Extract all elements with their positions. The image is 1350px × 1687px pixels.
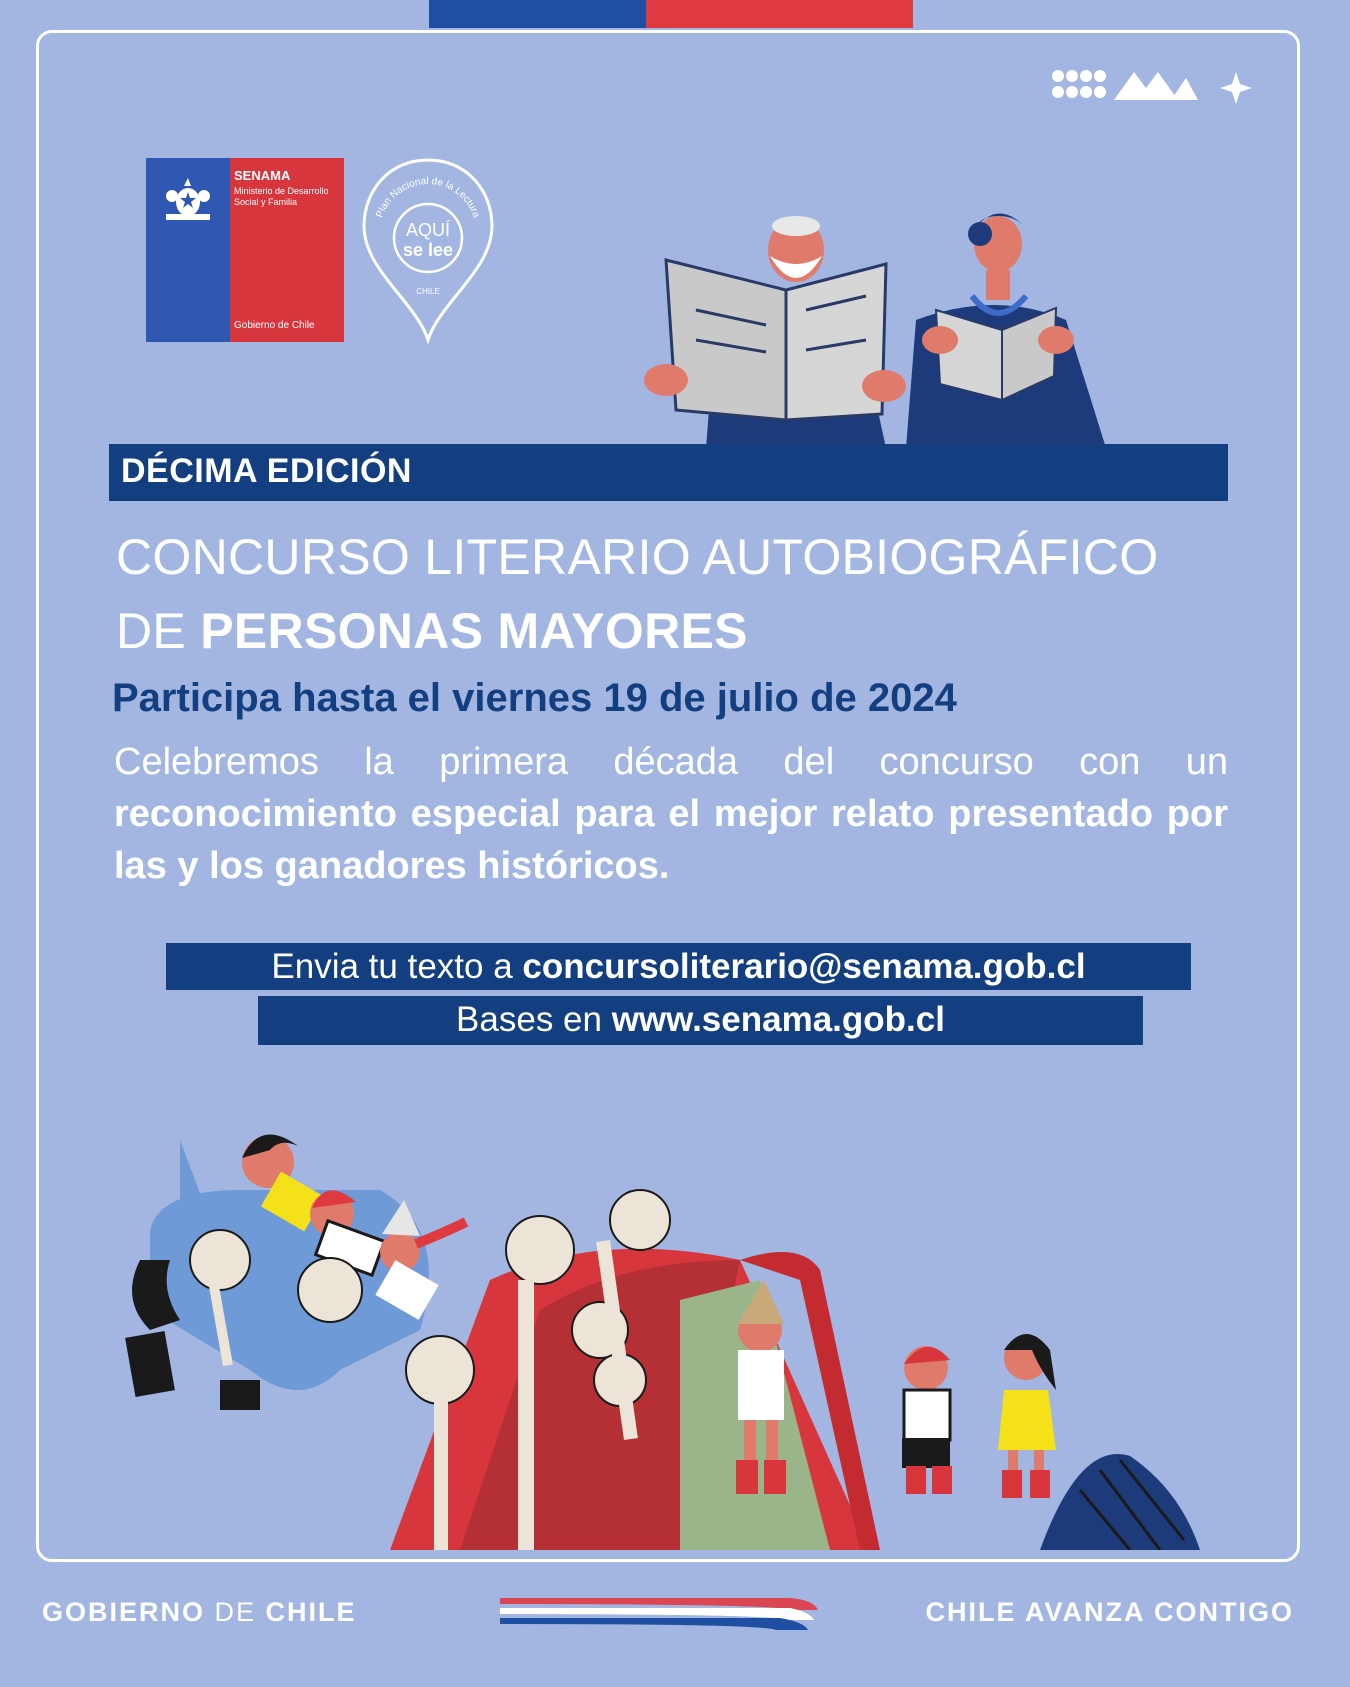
chile-coat-of-arms-icon bbox=[160, 174, 216, 224]
top-stripe-blue bbox=[429, 0, 646, 28]
deadline-text: Participa hasta el viernes 19 de julio de 2024 bbox=[112, 676, 957, 720]
svg-text:Plan Nacional de la Lectura bbox=[374, 176, 481, 220]
aqui-country: CHILE bbox=[416, 287, 440, 296]
email-link[interactable]: concursoliterario@senama.gob.cl bbox=[522, 947, 1086, 986]
aqui-arc-text: Plan Nacional de la Lectura bbox=[374, 175, 482, 220]
body-regular: Celebremos la primera década del concurso con un bbox=[114, 741, 1228, 783]
brand-mark-icon bbox=[1046, 64, 1266, 108]
edition-banner bbox=[109, 444, 1228, 501]
title-line2-prefix: DE bbox=[116, 603, 201, 659]
web-link[interactable]: www.senama.gob.cl bbox=[611, 1000, 945, 1039]
edition-label: DÉCIMA EDICIÓN bbox=[121, 452, 412, 490]
aqui-line2: se lee bbox=[402, 240, 454, 260]
children-reading-illustration bbox=[120, 1110, 1220, 1550]
senama-name: SENAMA bbox=[234, 168, 291, 183]
body-paragraph bbox=[114, 736, 1228, 892]
footer-chile: CHILE bbox=[265, 1597, 357, 1627]
title-line1: CONCURSO LITERARIO AUTOBIOGRÁFICO bbox=[116, 529, 1159, 585]
elderly-readers-illustration bbox=[636, 200, 1176, 448]
senama-logo bbox=[146, 158, 344, 342]
footer-de: DE bbox=[214, 1597, 266, 1627]
email-prefix: Envia tu texto a bbox=[271, 947, 523, 986]
web-prefix: Bases en bbox=[456, 1000, 612, 1039]
aqui-line1: AQUÍ bbox=[405, 220, 451, 240]
title-line2 bbox=[116, 602, 748, 660]
footer-slogan: CHILE AVANZA CONTIGO bbox=[925, 1597, 1294, 1627]
chile-swoosh-icon bbox=[490, 1590, 830, 1630]
senama-ministry: Ministerio de Desarrollo Social y Familia bbox=[234, 186, 329, 207]
footer-gobierno: GOBIERNO bbox=[42, 1597, 215, 1627]
web-banner bbox=[258, 996, 1143, 1045]
email-banner bbox=[166, 943, 1191, 990]
aqui-se-lee-logo bbox=[358, 152, 498, 344]
footer-government bbox=[42, 1597, 357, 1628]
body-bold: reconocimiento especial para el mejor relato presentado por las y los ganadores históricos. bbox=[114, 793, 1228, 887]
top-stripe-red bbox=[646, 0, 913, 28]
title-line2-bold: PERSONAS MAYORES bbox=[200, 603, 748, 659]
senama-government: Gobierno de Chile bbox=[234, 320, 315, 331]
